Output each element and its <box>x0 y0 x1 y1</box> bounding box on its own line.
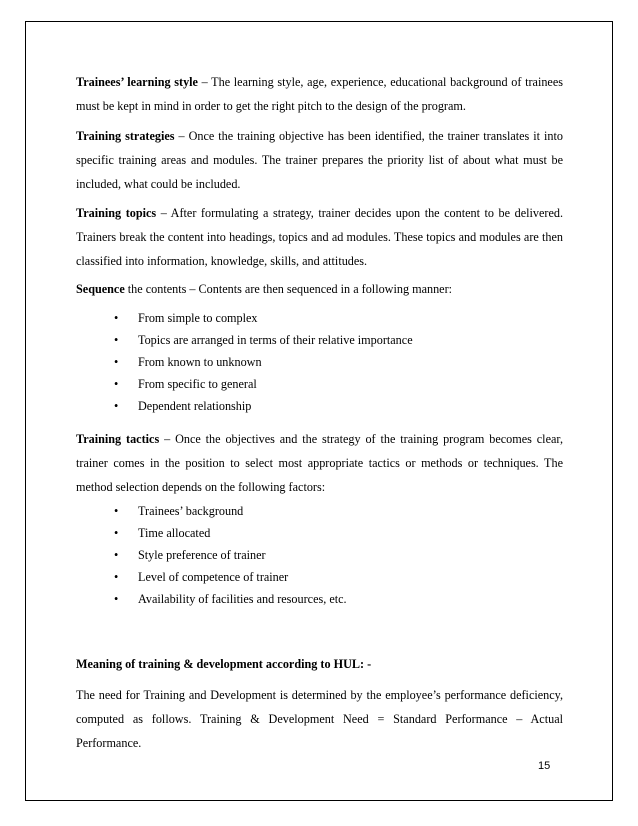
list-item: • Time allocated <box>76 522 563 544</box>
bullet-icon: • <box>114 399 119 413</box>
bullet-icon: • <box>114 355 119 369</box>
list-item: • From specific to general <box>76 373 563 395</box>
list-item: • From simple to complex <box>76 307 563 329</box>
list-item: • Dependent relationship <box>76 395 563 417</box>
list-item: • Availability of facilities and resources, etc. <box>76 588 563 610</box>
paragraph-text: the contents – Contents are then sequenced in a following manner: <box>124 282 453 296</box>
paragraph-learning-style <box>76 70 563 118</box>
paragraph-text: – After formulating a strategy, trainer decides upon the content to be delivered. Trainers break the content into headings, topics and ad modules. These topics and modules are then classified into information, knowledge, skills, and attitudes. <box>76 206 563 268</box>
paragraph-lead: Trainees’ learning style <box>76 75 198 89</box>
paragraph-lead: Training strategies <box>76 129 175 143</box>
section-heading: Meaning of training & development according to HUL: - <box>76 657 372 671</box>
list-item: • Level of competence of trainer <box>76 566 563 588</box>
list-item: • Topics are arranged in terms of their relative importance <box>76 329 563 351</box>
paragraph-text: – The learning style, age, experience, educational background of trainees must be kept in mind in order to get the right pitch to the design of the program. <box>76 75 563 113</box>
paragraph-training-tactics <box>76 427 563 499</box>
paragraph-text: – Once the training objective has been identified, the trainer translates it into specific training areas and modules. The trainer prepares the priority list of about what must be included, what could be included. <box>76 129 563 191</box>
list-item: • From known to unknown <box>76 351 563 373</box>
bullet-icon: • <box>114 526 119 540</box>
paragraph-lead: Sequence <box>76 282 125 296</box>
paragraph-lead: Training tactics <box>76 432 160 446</box>
paragraph-lead: Training topics <box>76 206 157 220</box>
list-item: • Trainees’ background <box>76 500 563 522</box>
bullet-icon: • <box>114 570 119 584</box>
bullet-icon: • <box>114 548 119 562</box>
list-item: • Style preference of trainer <box>76 544 563 566</box>
bullet-icon: • <box>114 377 119 391</box>
paragraph-text: – Once the objectives and the strategy of the training program becomes clear, trainer comes in the position to select most appropriate tactics or methods or techniques. The method selection depends on the following factors: <box>76 432 564 494</box>
bullet-icon: • <box>114 504 119 518</box>
bullet-icon: • <box>114 333 119 347</box>
paragraph-training-topics <box>76 201 563 273</box>
paragraph-training-strategies <box>76 124 563 196</box>
paragraph-sequence <box>76 277 563 301</box>
sequence-list <box>76 307 563 417</box>
factors-list <box>76 500 563 610</box>
bullet-icon: • <box>114 311 119 325</box>
paragraph-need-definition: The need for Training and Development is determined by the employee’s performance deficiency, computed as follows. Training & Development Need = Standard Performance – Actual Performance. <box>76 688 563 750</box>
page-number: 15 <box>538 760 551 772</box>
bullet-icon: • <box>114 592 119 606</box>
